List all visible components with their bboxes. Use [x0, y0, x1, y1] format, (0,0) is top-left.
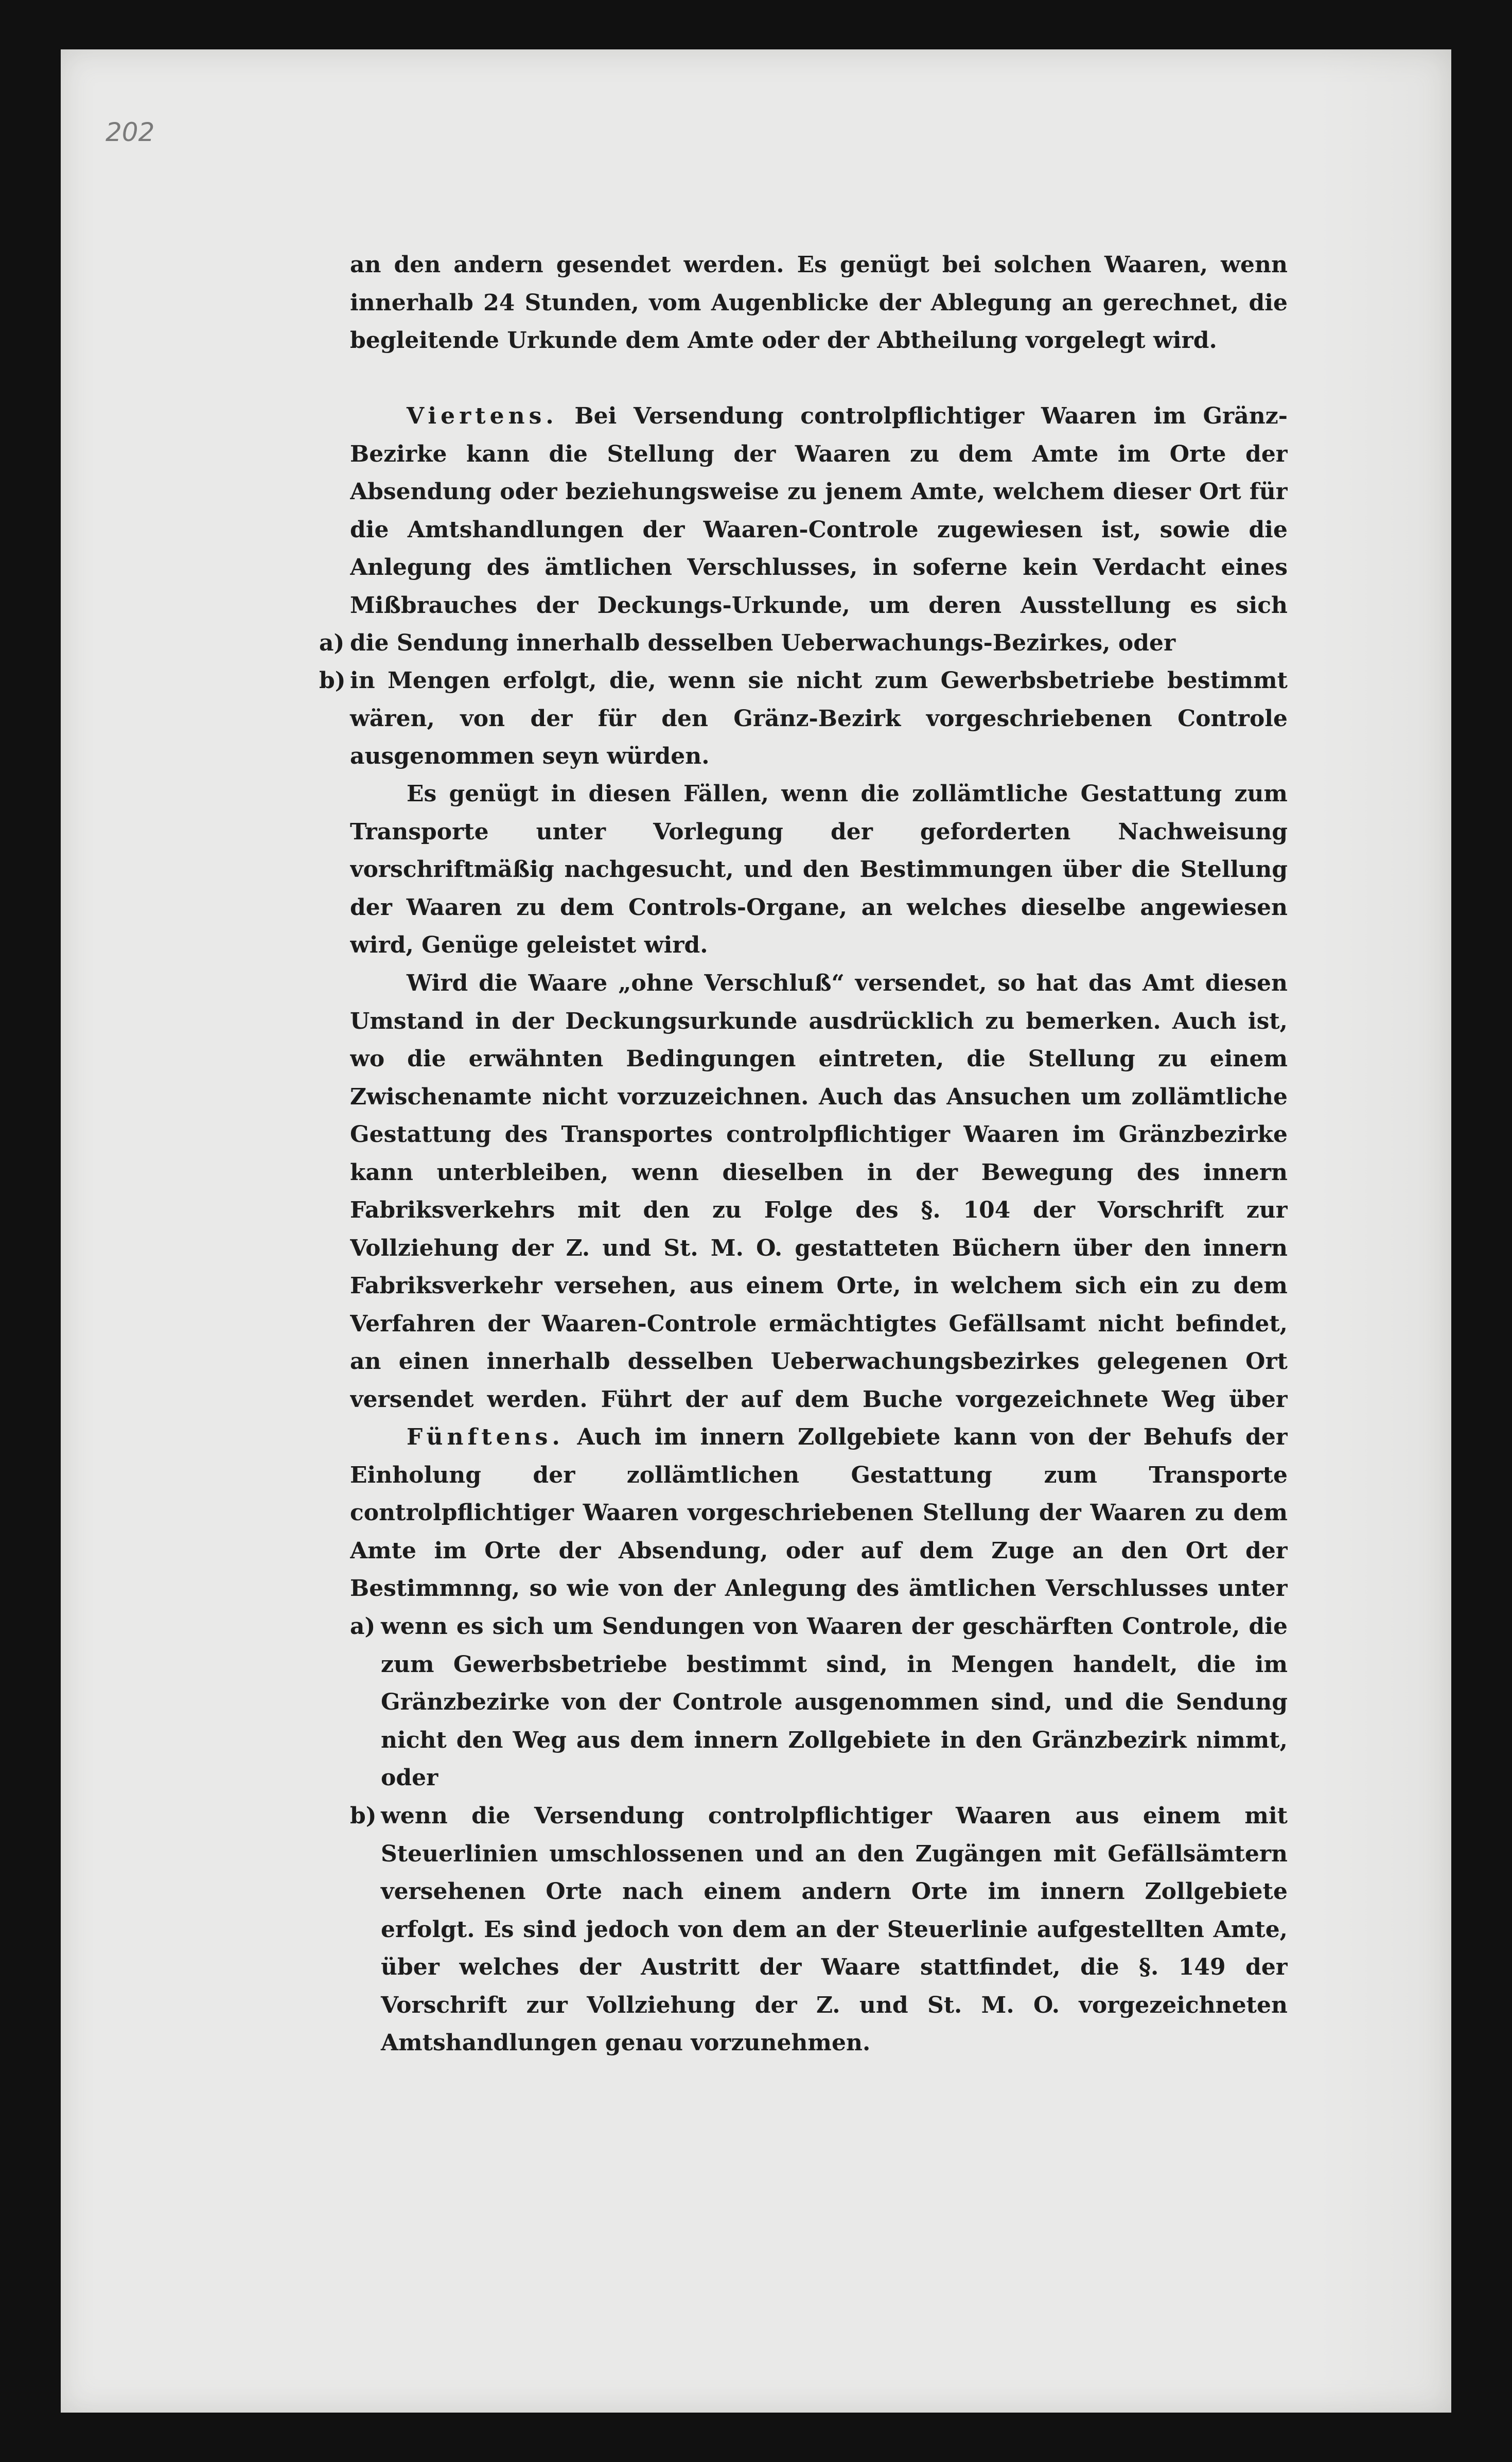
page-edge-shadow	[1317, 49, 1451, 2413]
list-item-a-geschaerfte-controle: a) wenn es sich um Sendungen von Waaren der geschärften Controle, die zum Gewerbsbetriebe bestimmt sind, in Mengen handelt, die im Gränzbezirke von der Controle ausgenommen sind, und die Sendung nicht den Weg aus dem innern Zollgebiete in den Gränzbezirk nimmt, oder	[350, 1608, 1288, 1797]
document-body	[319, 246, 1288, 2062]
list-label-b: b)	[319, 667, 346, 694]
list-label-a: a)	[319, 630, 345, 656]
paragraph-viertens: Viertens. Bei Versendung controlpflichtiger Waaren im Gränz-Bezirke kann die Stellung der Waaren zu dem Amte im Orte der Absendung oder beziehungsweise zu jenem Amte, welchem dieser Ort für die Amtshandlungen der Waaren-Controle zugewiesen ist, sowie die Anlegung des ämtlichen Verschlusses, in soferne kein Verdacht eines Mißbrauches der Deckungs-Urkunde, um deren Ausstellung es sich	[350, 403, 1288, 619]
list-item-b-versendung: b) wenn die Versendung controlpflichtiger Waaren aus einem mit Steuerlinien umschlossenen und an den Zugängen mit Gefällsämtern versehenen Orte nach einem andern Orte im innern Zollgebiete erfolgt. Es sind jedoch von dem an der Steuerlinie aufgestellten Amte, über welches der Austritt der Waare stattfindet, die §. 149 der Vorschrift zur Vollziehung der Z. und St. M. O. vorgezeichneten Amtshandlungen genau vorzunehmen.	[350, 1797, 1288, 2062]
paragraph-fuenftens: Fünftens. Auch im innern Zollgebiete kann von der Behufs der Einholung der zollämtlichen Gestattung zum Transporte controlpflichtiger Waaren vorgeschriebenen Stellung der Waaren zu dem Amte im Orte der Absendung, oder auf dem Zuge an den Ort der Bestimmnng, so wie von der Anlegung des ämtlichen Verschlusses unter	[350, 1424, 1288, 1602]
paragraph-es-genuegt: Es genügt in diesen Fällen, wenn die zollämtliche Gestattung zum Transporte unter Vorlegung der geforderten Nachweisung vorschriftmäßig nachgesucht, und den Bestimmungen über die Stellung der Waaren zu dem Controls-Organe, an welches dieselbe angewiesen wird, Genüge geleistet wird.	[350, 781, 1288, 958]
list-label-a: a)	[350, 1613, 376, 1640]
list-item-a-sendung: a) die Sendung innerhalb desselben Ueberwachungs-Bezirkes, oder	[319, 624, 1288, 662]
paragraph-continuation: an den andern gesendet werden. Es genügt bei solchen Waaren, wenn innerhalb 24 Stunden, vom Augenblicke der Ablegung an gerechnet, die begleitende Urkunde dem Amte oder der Abtheilung vorgelegt wird.	[350, 252, 1288, 354]
list-label-b: b)	[350, 1803, 377, 1829]
list-item-b-mengen: b) in Mengen erfolgt, die, wenn sie nicht zum Gewerbsbetriebe bestimmt wären, von der für den Gränz-Bezirk vorgeschriebenen Controle ausgenommen seyn würden.	[319, 662, 1288, 775]
section-lead-viertens: Viertens.	[407, 403, 558, 429]
paragraph-wird-die-waare: Wird die Waare „ohne Verschluß“ versendet, so hat das Amt diesen Umstand in der Deckungsurkunde ausdrücklich zu bemerken. Auch ist, wo die erwähnten Bedingungen eintreten, die Stellung zu einem Zwischenamte nicht vorzuzeichnen. Auch das Ansuchen um zollämtliche Gestattung des Transportes controlpflichtiger Waaren im Gränzbezirke kann unterbleiben, wenn dieselben in der Bewegung des innern Fabriksverkehrs mit den zu Folge des §. 104 der Vorschrift zur Vollziehung der Z. und St. M. O. gestatteten Büchern über den innern Fabriksverkehr versehen, aus einem Orte, in welchem sich ein zu dem Verfahren der Waaren-Controle ermächtigtes Gefällsamt nicht befindet, an einen innerhalb desselben Ueberwachungsbezirkes gelegenen Ort versendet werden. Führt der auf dem Buche vorgezeichnete Weg über	[350, 970, 1288, 1413]
section-lead-fuenftens: Fünftens.	[407, 1424, 564, 1450]
page-number: 202	[106, 117, 155, 147]
